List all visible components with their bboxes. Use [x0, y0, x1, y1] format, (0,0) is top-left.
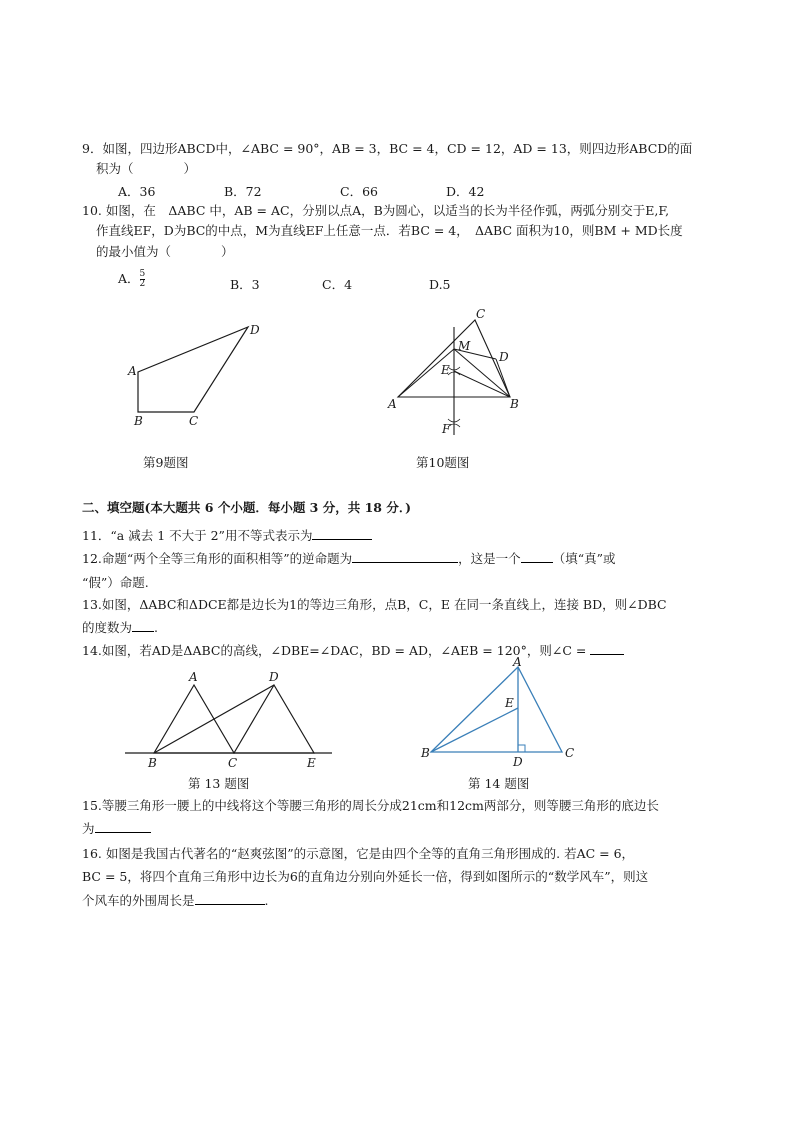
q16-text-a: 个风车的外围周长是	[82, 893, 195, 908]
q13-line2	[82, 619, 158, 637]
fig13-triangle-abc	[154, 685, 234, 753]
fig10-label-b: B	[510, 397, 519, 411]
q10-line2: 作直线EF，D为BC的中点，M为直线EF上任意一点．若BC = 4， ΔABC 面积为10，则BM + MD长度	[96, 223, 683, 238]
q9-line2: 积为（ ）	[96, 161, 197, 176]
q11-answer-blank	[312, 527, 372, 540]
fig13-label-e: E	[307, 756, 316, 770]
q14-blank	[590, 642, 624, 655]
fig9-label-d: D	[250, 323, 260, 337]
q16-line1: 16. 如图是我国古代著名的“赵爽弦图”的示意图，它是由四个全等的直角三角形围成的. 若AC = 6，	[82, 846, 635, 861]
fig13-label-c: C	[228, 756, 238, 770]
q13-text-a: 的度数为	[82, 620, 133, 635]
q13-text-b: .	[154, 620, 158, 635]
q10-line1: 10. 如图，在 ΔABC 中，AB = AC，分别以点A，B为圆心，以适当的长为半径作弧，两弧分别交于E,F,	[82, 203, 670, 218]
fig10-label-c: C	[476, 307, 486, 321]
section2-heading: 二、填空题(本大题共 6 个小题．每小题 3 分，共 18 分．)	[82, 500, 411, 515]
q10-option-c: C．4	[322, 277, 353, 292]
q10-option-b: B．3	[230, 277, 260, 292]
fig9-label-b: B	[134, 414, 143, 428]
fig9-caption: 第9题图	[143, 455, 189, 470]
fig13-caption: 第 13 题图	[188, 776, 250, 791]
fig14-caption: 第 14 题图	[468, 776, 530, 791]
q12-text-b: ，这是一个	[458, 551, 521, 566]
q10-option-d: D.5	[429, 277, 451, 292]
fig14-label-b: B	[421, 746, 430, 760]
q12-blank-1	[352, 550, 458, 563]
fig13-segment-bd	[154, 685, 274, 753]
q12-line1	[82, 550, 615, 568]
fig10-label-a: A	[388, 397, 397, 411]
fig13-triangle-dce	[234, 685, 314, 753]
q12-line2: “假”）命题.	[82, 575, 149, 590]
fig14-label-d: D	[513, 755, 523, 769]
fig9-label-a: A	[128, 364, 137, 378]
fig14-label-e: E	[505, 696, 514, 710]
q10-option-a-denominator: 2	[139, 279, 146, 289]
figure-13	[120, 668, 340, 773]
q12-text-c: （填“真”或	[552, 551, 616, 566]
q10-option-a-fraction	[140, 270, 146, 289]
figure-9	[120, 315, 280, 440]
q15-line2	[82, 820, 151, 838]
fig14-right-angle-mark	[518, 745, 525, 752]
fig10-label-e: E	[441, 363, 450, 377]
q15-blank	[95, 820, 151, 833]
q13-line1: 13.如图，ΔABC和ΔDCE都是边长为1的等边三角形，点B，C，E 在同一条直线上，连接 BD，则∠DBC	[82, 597, 667, 612]
q16-text-b: .	[264, 893, 269, 908]
q9-option-a: A．36	[118, 184, 156, 199]
fig13-label-b: B	[148, 756, 157, 770]
q9-option-c: C．66	[340, 184, 378, 199]
fig10-label-d: D	[499, 350, 509, 364]
q16-blank	[195, 892, 265, 905]
fig10-caption: 第10题图	[416, 455, 470, 470]
fig14-segment-be	[431, 708, 518, 752]
q9-option-b: B．72	[224, 184, 262, 199]
q10-option-a	[118, 270, 145, 289]
q12-text-a: 12.命题“两个全等三角形的面积相等”的逆命题为	[82, 551, 353, 566]
q12-blank-2	[521, 550, 553, 563]
q14-text: 14.如图，若AD是ΔABC的高线，∠DBE=∠DAC，BD = AD，∠AEB = 120°，则∠C =	[82, 643, 591, 658]
q9-option-d: D．42	[446, 184, 485, 199]
q15-text: 为	[82, 821, 95, 836]
q16-line3	[82, 892, 269, 910]
fig13-label-d: D	[269, 670, 279, 684]
fig9-quadrilateral	[138, 327, 248, 412]
q10-option-a-prefix: A．	[118, 271, 140, 286]
fig9-label-c: C	[189, 414, 199, 428]
fig13-label-a: A	[189, 670, 198, 684]
q11-text: 11．“a 减去 1 不大于 2”用不等式表示为	[82, 528, 313, 543]
figure-14	[418, 655, 588, 773]
figure-10	[380, 305, 530, 440]
fig14-label-c: C	[565, 746, 575, 760]
fig14-label-a: A	[513, 655, 522, 669]
q9-line1: 9．如图，四边形ABCD中，∠ABC = 90°，AB = 3，BC = 4，CD = 12，AD = 13，则四边形ABCD的面	[82, 141, 693, 156]
q10-line3: 的最小值为（ ）	[96, 244, 234, 259]
fig10-label-f: F	[442, 422, 451, 436]
q16-line2: BC = 5，将四个直角三角形中边长为6的直角边分别向外延长一倍，得到如图所示的“数学风车”，则这	[82, 869, 649, 884]
q10-option-a-numerator: 5	[139, 269, 146, 279]
q13-blank	[132, 619, 154, 632]
q11	[82, 527, 372, 545]
fig14-triangle-abc	[431, 667, 562, 752]
q15-line1: 15.等腰三角形一腰上的中线将这个等腰三角形的周长分成21cm和12cm两部分，则等腰三角形的底边长	[82, 798, 659, 813]
fig10-label-m: M	[458, 339, 471, 353]
